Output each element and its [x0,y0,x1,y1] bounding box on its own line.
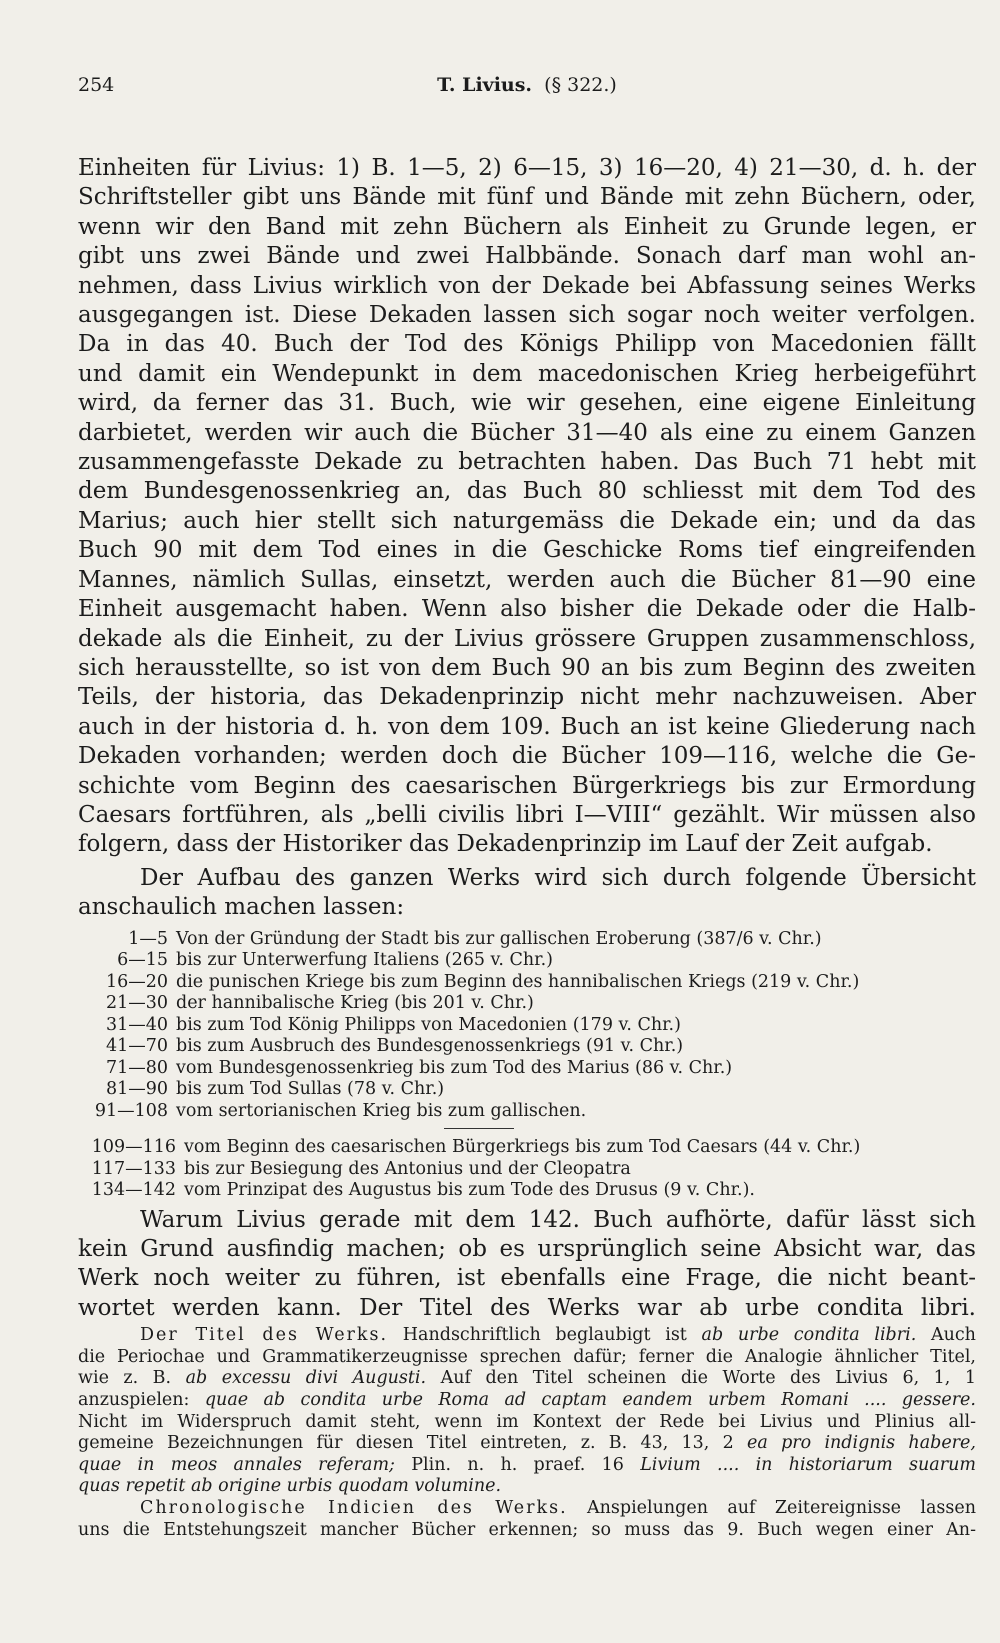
overview-intro [78,864,976,923]
schedule-row [78,1137,976,1159]
book-content: Von der Gründung der Stadt bis zur gallischen Eroberung (387/6 v. Chr.) [176,928,822,949]
book-range: 134—142 [91,1180,176,1201]
note-line: wie z. B. ab excessu divi Augusti. Auf den Titel scheinen die Worte des Livius 6, 1, 1 [78,1368,976,1389]
book-range: 117—133 [91,1158,176,1179]
text-line: Da in das 40. Buch der Tod des Königs Philipp von Macedonien fällt [78,331,976,358]
schedule-row [78,1101,976,1123]
book-range: 41—70 [105,1036,168,1057]
text-line: Caesars fortführen, als „belli civilis libri I—VIII“ gezählt. Wir müssen also [78,801,976,828]
text-line: wenn wir den Band mit zehn Büchern als Einheit zu Grunde legen, er [78,213,976,240]
text-line: schichte vom Beginn des caesarischen Bürgerkriegs bis zur Ermordung [78,772,976,799]
author-title: T. Livius. [437,74,533,96]
schedule-row [78,972,976,994]
book-content: vom Prinzipat des Augustus bis zum Tode des Drusus (9 v. Chr.). [184,1180,755,1201]
book-content: vom sertorianischen Krieg bis zum gallischen. [176,1100,587,1121]
note-line: anzuspielen: quae ab condita urbe Roma ad captam eandem urbem Romani .... gessere. [78,1389,976,1410]
book-content: bis zur Besiegung des Antonius und der Cleopatra [184,1158,631,1179]
book-content: der hannibalische Krieg (bis 201 v. Chr.) [176,993,534,1014]
footnotes [78,1325,976,1541]
text-line: Einheit ausgemacht haben. Wenn also bisher die Dekade oder die Halb- [78,596,976,623]
note-line: quae in meos annales referam; Plin. n. h. praef. 16 Livium .... in historiarum suarum [78,1454,976,1475]
book-content: vom Bundesgenossenkrieg bis zum Tod des Marius (86 v. Chr.) [176,1057,733,1078]
schedule-row [78,993,976,1015]
schedule-row [78,950,976,972]
text-line: wird, da ferner das 31. Buch, wie wir gesehen, eine eigene Einleitung [78,390,976,417]
book-content: bis zur Unterwerfung Italiens (265 v. Chr.) [176,950,553,971]
book-schedule-table-2 [78,1137,976,1202]
book-range: 16—20 [105,971,168,992]
section-ref: (§ 322.) [544,74,617,96]
text-line: dekade als die Einheit, zu der Livius grössere Gruppen zusammenschloss, [78,625,976,652]
text-line: Buch 90 mit dem Tod eines in die Geschicke Roms tief eingreifenden [78,537,976,564]
book-content: bis zum Tod Sullas (78 v. Chr.) [176,1079,445,1100]
note-line: die Periochae und Grammatikerzeugnisse sprechen dafür; ferner die Analogie ähnlicher Titel, [78,1346,976,1367]
note-line: Nicht im Widerspruch damit steht, wenn im Kontext der Rede bei Livius und Plinius all- [78,1411,976,1432]
text-line: Der Aufbau des ganzen Werks wird sich durch folgende Übersicht [140,864,976,891]
book-range: 91—108 [94,1100,168,1121]
text-line: dem Bundesgenossenkrieg an, das Buch 80 schliesst mit dem Tod des [78,478,976,505]
text-line: sich herausstellte, so ist von dem Buch 90 an bis zum Beginn des zweiten [78,654,976,681]
book-range: 31—40 [105,1014,168,1035]
note-line: Chronologische Indicien des Werks. Anspielungen auf Zeitereignisse lassen [140,1497,976,1518]
schedule-row [78,1159,976,1181]
text-line: anschaulich machen lassen: [78,894,405,921]
text-line: Dekaden vorhanden; werden doch die Bücher 109—116, welche die Ge- [78,743,976,770]
schedule-row [78,1058,976,1080]
book-content: die punischen Kriege bis zum Beginn des hannibalischen Kriegs (219 v. Chr.) [176,971,860,992]
book-range: 109—116 [91,1137,176,1158]
text-line: Werk noch weiter zu führen, ist ebenfalls eine Frage, die nicht beant- [78,1265,976,1292]
note-line: uns die Entstehungszeit mancher Bücher erkennen; so muss das 9. Buch wegen einer An- [78,1519,976,1540]
schedule-divider [444,1128,514,1129]
text-line: gibt uns zwei Bände und zwei Halbbände. Sonach darf man wohl an- [78,243,976,270]
text-line: ausgegangen ist. Diese Dekaden lassen sich sogar noch weiter verfolgen. [78,302,976,329]
text-line: kein Grund ausfindig machen; ob es ursprünglich seine Absicht war, das [78,1235,976,1262]
book-content: bis zum Ausbruch des Bundesgenossenkriegs (91 v. Chr.) [176,1036,684,1057]
schedule-row [78,1036,976,1058]
text-line: Schriftsteller gibt uns Bände mit fünf und Bände mit zehn Büchern, oder, [78,184,976,211]
note-line: quas repetit ab origine urbis quodam volumine. [78,1476,502,1497]
schedule-row [78,1079,976,1101]
note-line: Der Titel des Werks. Handschriftlich beglaubigt ist ab urbe condita libri. Auch [140,1325,976,1346]
book-range: 21—30 [105,993,168,1014]
book-range: 1—5 [128,928,168,949]
text-line: Warum Livius gerade mit dem 142. Buch aufhörte, dafür lässt sich [140,1206,976,1233]
book-content: bis zum Tod König Philipps von Macedonien (179 v. Chr.) [176,1014,681,1035]
running-head [78,62,976,102]
text-line: nehmen, dass Livius wirklich von der Dekade bei Abfassung seines Werks [78,272,976,299]
book-range: 71—80 [105,1057,168,1078]
text-line: Mannes, nämlich Sullas, einsetzt, werden auch die Bücher 81—90 eine [78,566,976,593]
book-content: vom Beginn des caesarischen Bürgerkriegs bis zum Tod Caesars (44 v. Chr.) [184,1137,861,1158]
running-title [78,74,976,96]
text-line: zusammengefasste Dekade zu betrachten haben. Das Buch 71 hebt mit [78,449,976,476]
page-number: 254 [78,74,115,96]
main-paragraph [78,154,976,860]
text-line: Teils, der historia, das Dekadenprinzip nicht mehr nachzuweisen. Aber [78,684,976,711]
text-line: auch in der historia d. h. von dem 109. Buch an ist keine Gliederung nach [78,713,976,740]
text-line: Marius; auch hier stellt sich naturgemäss die Dekade ein; und da das [78,507,976,534]
note-line: gemeine Bezeichnungen für diesen Titel eintreten, z. B. 43, 13, 2 ea pro indignis habere, [78,1433,976,1454]
book-schedule-table [78,929,976,1123]
schedule-row [78,1180,976,1202]
text-line: Einheiten für Livius: 1) B. 1—5, 2) 6—15, 3) 16—20, 4) 21—30, d. h. der [78,155,976,181]
text-line: darbietet, werden wir auch die Bücher 31—40 als eine zu einem Ganzen [78,419,976,446]
text-line: und damit ein Wendepunkt in dem macedonischen Krieg herbeigeführt [78,360,976,387]
closing-paragraph [78,1206,976,1324]
text-line: wortet werden kann. Der Titel des Werks war ab urbe condita libri. [78,1294,976,1321]
schedule-row [78,1015,976,1037]
schedule-row [78,929,976,951]
book-range: 81—90 [105,1079,168,1100]
book-range: 6—15 [117,950,168,971]
text-line: folgern, dass der Historiker das Dekadenprinzip im Lauf der Zeit aufgab. [78,831,933,858]
